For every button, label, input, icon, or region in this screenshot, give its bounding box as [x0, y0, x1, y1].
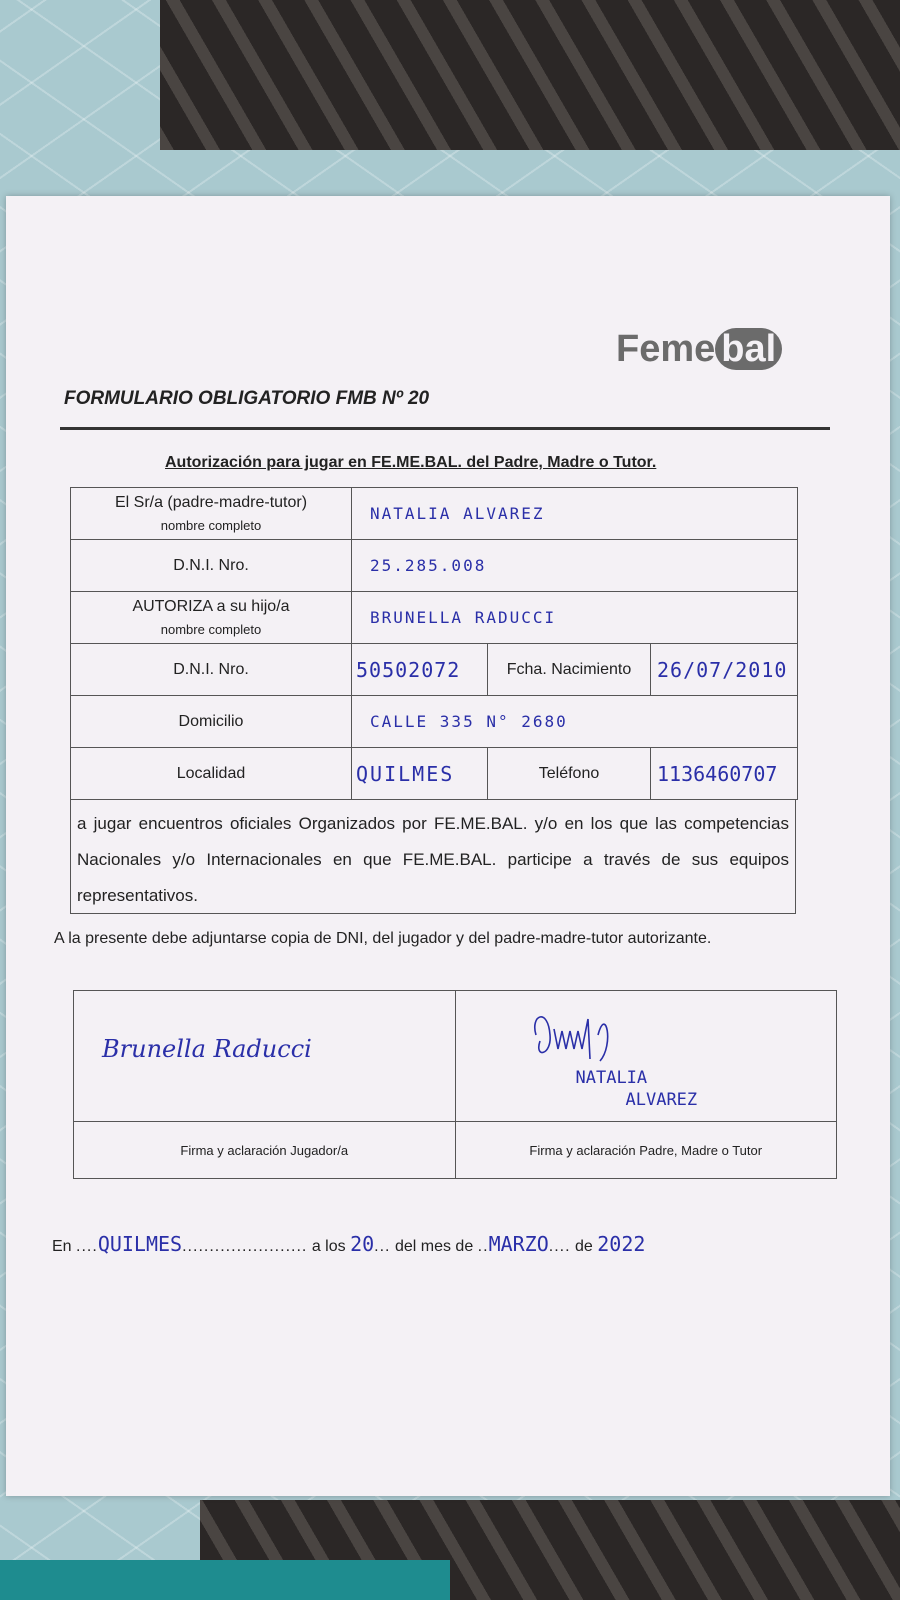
autoriza-sublabel: nombre completo [160, 622, 262, 637]
localidad-label: Localidad [71, 748, 352, 800]
form-title: FORMULARIO OBLIGATORIO FMB Nº 20 [64, 388, 430, 409]
background-teal-strip [0, 1560, 450, 1600]
en-label: En [52, 1238, 72, 1255]
background-dark-top [160, 0, 900, 150]
tutor-dni-field[interactable]: 25.285.008 [352, 540, 798, 592]
tutor-sublabel: nombre completo [160, 518, 262, 533]
autoriza-label: AUTORIZA a su hijo/a [132, 598, 290, 615]
domicilio-label: Domicilio [71, 696, 352, 748]
authorization-paragraph: a jugar encuentros oficiales Organizados por FE.ME.BAL. y/o en los que las competencias Nacionales y/o Internacionales en que FE.ME.BAL. participe a través de sus equipos representativos. [70, 800, 796, 914]
date-line [52, 1232, 645, 1256]
dots: ....................... [182, 1238, 308, 1255]
dni-note: A la presente debe adjuntarse copia de DNI, del jugador y del padre-madre-tutor autorizante. [54, 930, 712, 947]
birthdate-field[interactable]: 26/07/2010 [651, 644, 798, 696]
child-dni-label: D.N.I. Nro. [71, 644, 352, 696]
player-signature-box[interactable] [74, 991, 456, 1122]
month-field[interactable]: MARZO [488, 1232, 549, 1256]
year-field[interactable]: 2022 [597, 1232, 646, 1256]
dots: .... [76, 1238, 98, 1255]
telefono-label: Teléfono [488, 748, 651, 800]
table-row [74, 991, 837, 1122]
domicilio-field[interactable]: CALLE 335 N° 2680 [352, 696, 798, 748]
a-los-label: a los [311, 1238, 346, 1255]
mes-label: del mes de [394, 1238, 474, 1255]
child-name-field[interactable]: BRUNELLA RADUCCI [352, 592, 798, 644]
tutor-printed-name [576, 1067, 698, 1111]
tutor-label-cell [71, 488, 352, 540]
tutor-printed-name-line1: NATALIA [575, 1068, 648, 1088]
day-field[interactable]: 20 [350, 1232, 375, 1256]
table-row [71, 592, 798, 644]
dots: ... [374, 1238, 391, 1255]
title-rule [60, 427, 830, 430]
signature-table [73, 990, 837, 1179]
femebal-logo [616, 328, 782, 371]
table-row [71, 644, 798, 696]
localidad-field[interactable]: QUILMES [352, 748, 488, 800]
table-row [71, 488, 798, 540]
autoriza-label-cell [71, 592, 352, 644]
player-signature-caption: Firma y aclaración Jugador/a [74, 1122, 456, 1179]
tutor-name-field[interactable]: NATALIA ALVAREZ [352, 488, 798, 540]
child-dni-field[interactable]: 50502072 [352, 644, 488, 696]
dots: .... [548, 1238, 571, 1255]
place-field[interactable]: QUILMES [97, 1232, 183, 1256]
form-subtitle: Autorización para jugar en FE.ME.BAL. del Padre, Madre o Tutor. [165, 454, 657, 471]
player-signature: Brunella Raducci [102, 1035, 312, 1063]
table-row [71, 748, 798, 800]
tutor-signature-box[interactable] [455, 991, 837, 1122]
tutor-signature-scribble [526, 1005, 646, 1065]
telefono-field[interactable]: 1136460707 [651, 748, 798, 800]
authorization-table [70, 487, 798, 800]
logo-accent: bal [715, 328, 782, 370]
tutor-label: El Sr/a (padre-madre-tutor) [114, 494, 308, 511]
de-label: de [575, 1238, 593, 1255]
table-row [71, 540, 798, 592]
dots: .. [477, 1238, 489, 1255]
table-row [71, 696, 798, 748]
tutor-signature-caption: Firma y aclaración Padre, Madre o Tutor [455, 1122, 837, 1179]
logo-main: Feme [616, 328, 716, 370]
tutor-dni-label: D.N.I. Nro. [71, 540, 352, 592]
tutor-printed-name-line2: ALVAREZ [625, 1090, 698, 1110]
table-row [74, 1122, 837, 1179]
birthdate-label: Fcha. Nacimiento [488, 644, 651, 696]
